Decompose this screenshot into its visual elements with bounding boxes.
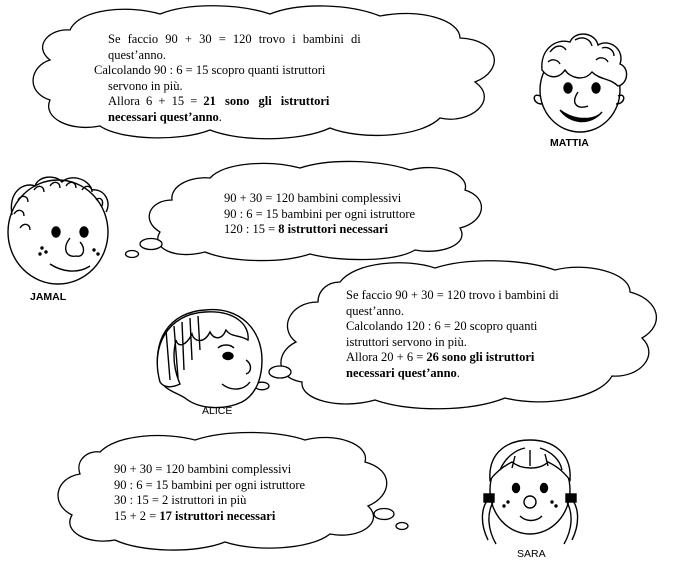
alice-line: Calcolando 120 : 6 = 20 scopro quanti [346,319,538,333]
sara-line [114,509,305,525]
jamal-bubble-text [224,191,415,238]
alice-line: istruttori servono in più. [346,334,467,349]
alice-line [346,350,559,366]
sara-line: 90 + 30 = 120 bambini complessivi [114,462,292,476]
mattia-line: quest’anno. [108,47,166,62]
jamal-answer: 8 istruttori necessari [278,222,388,236]
alice-line [346,366,559,382]
alice-line: Se faccio 90 + 30 = 120 trovo i bambini di [346,288,559,302]
jamal-text: 120 : 15 = [224,222,279,236]
alice-answer: 26 sono gli istruttori [426,350,535,364]
jamal-face-illustration [8,177,108,284]
alice-name-label: ALICE [202,405,233,417]
alice-text: . [456,365,460,380]
jamal-line [224,222,415,238]
mattia-name-label: MATTIA [550,137,589,149]
sara-answer: 17 istruttori necessari [159,508,276,523]
mattia-line: Se faccio 90 + 30 = 120 trovo i bambini di [108,32,361,46]
jamal-thought-dot [140,239,162,250]
sara-text: 15 + 2 = [114,508,160,523]
alice-bubble-text [346,288,559,381]
sara-bubble-text [114,462,305,524]
alice-line: quest’anno. [346,303,404,318]
mattia-line: servono in più. [108,78,183,93]
sara-thought-dot [374,509,394,520]
mattia-line [108,110,361,126]
alice-text: Allora 20 + 6 = [346,350,427,364]
mattia-text: Allora 6 + 15 = [108,94,204,108]
alice-face-illustration [157,310,262,408]
alice-thought-dot [269,366,291,378]
mattia-text: . [218,109,222,124]
sara-face-illustration [482,440,577,544]
mattia-answer: necessari quest’anno [108,109,219,124]
sara-line: 90 : 6 = 15 bambini per ogni istruttore [114,477,306,492]
mattia-bubble-text [94,32,361,125]
mattia-line [108,94,361,110]
jamal-thought-dot [126,251,139,258]
sara-thought-dot [396,523,408,530]
jamal-line: 90 + 30 = 120 bambini complessivi [224,191,402,205]
alice-answer: necessari quest’anno [346,365,457,380]
sara-name-label: SARA [517,548,546,560]
mattia-answer: 21 sono gli istruttori [203,94,330,108]
mattia-line: Calcolando 90 : 6 = 15 scopro quanti istruttori [94,63,326,77]
jamal-name-label: JAMAL [30,291,67,303]
jamal-line: 90 : 6 = 15 bambini per ogni istruttore [224,206,416,221]
mattia-face-illustration [534,34,626,132]
sara-line: 30 : 15 = 2 istruttori in più [114,493,247,507]
